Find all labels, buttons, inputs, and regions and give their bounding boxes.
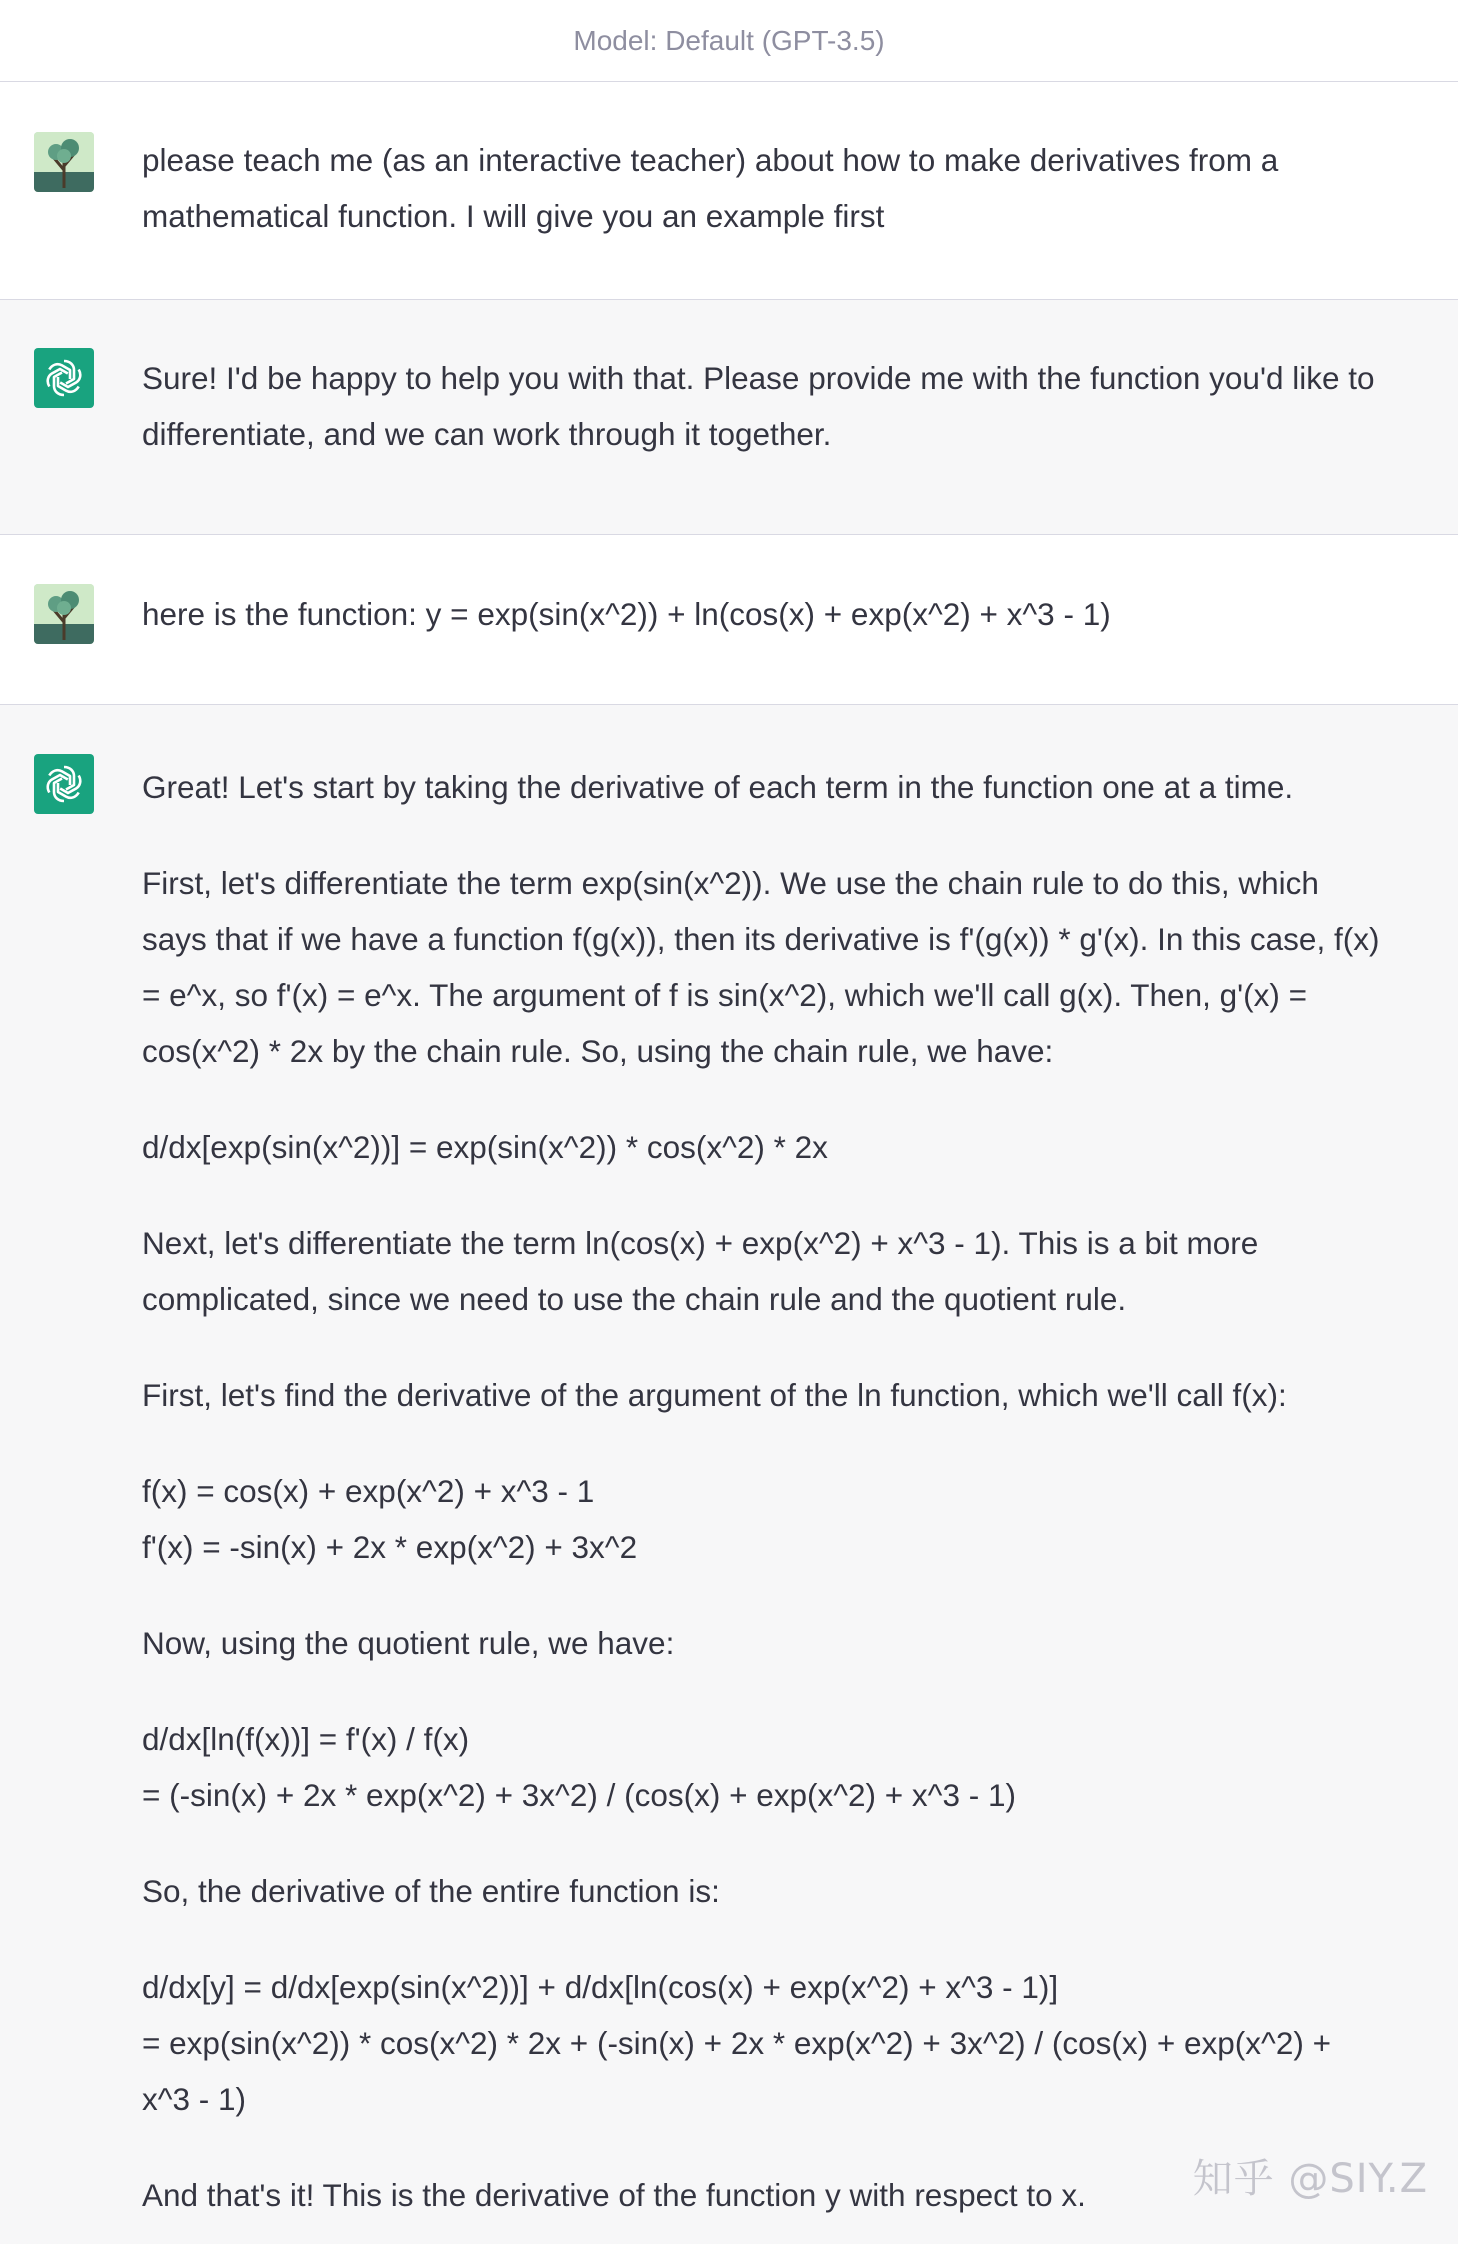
text-line: Great! Let's start by taking the derivative of each term in the function one at a time.	[142, 769, 1294, 805]
text-line: First, let's find the derivative of the argument of the ln function, which we'll call f(x):	[142, 1377, 1287, 1413]
user-message	[0, 82, 1458, 300]
text-line: So, the derivative of the entire function is:	[142, 1873, 720, 1909]
openai-logo-icon	[43, 763, 85, 805]
message-text	[142, 586, 1442, 642]
text-line: f'(x) = -sin(x) + 2x * exp(x^2) + 3x^2	[142, 1529, 638, 1565]
model-indicator	[0, 0, 1458, 82]
text-line: Sure! I'd be happy to help you with that. Please provide me with the function you'd like to	[142, 360, 1375, 396]
user-avatar	[34, 584, 94, 644]
text-line: mathematical function. I will give you an example first	[142, 198, 885, 234]
message-text	[142, 350, 1442, 462]
text-line: please teach me (as an interactive teacher) about how to make derivatives from a	[142, 142, 1279, 178]
user-avatar	[34, 132, 94, 192]
message-text	[142, 759, 1442, 2223]
watermark: 知乎 @SIY.Z	[1192, 2156, 1428, 2202]
text-line: = (-sin(x) + 2x * exp(x^2) + 3x^2) / (cos(x) + exp(x^2) + x^3 - 1)	[142, 1777, 1016, 1813]
text-line: f(x) = cos(x) + exp(x^2) + x^3 - 1	[142, 1473, 595, 1509]
text-line: Now, using the quotient rule, we have:	[142, 1625, 675, 1661]
tree-avatar-icon	[34, 584, 94, 644]
text-line: cos(x^2) * 2x by the chain rule. So, using the chain rule, we have:	[142, 1033, 1054, 1069]
text-line: x^3 - 1)	[142, 2081, 247, 2117]
text-line: d/dx[exp(sin(x^2))] = exp(sin(x^2)) * cos(x^2) * 2x	[142, 1129, 828, 1165]
assistant-message	[0, 705, 1458, 2244]
user-message	[0, 535, 1458, 705]
message-text	[142, 132, 1442, 244]
text-line: says that if we have a function f(g(x)), then its derivative is f'(g(x)) * g'(x). In this case, f(x)	[142, 921, 1380, 957]
assistant-avatar	[34, 754, 94, 814]
text-line: = exp(sin(x^2)) * cos(x^2) * 2x + (-sin(x) + 2x * exp(x^2) + 3x^2) / (cos(x) + exp(x^2) +	[142, 2025, 1331, 2061]
text-line: And that's it! This is the derivative of the function y with respect to x.	[142, 2177, 1086, 2213]
text-line: d/dx[y] = d/dx[exp(sin(x^2))] + d/dx[ln(cos(x) + exp(x^2) + x^3 - 1)]	[142, 1969, 1059, 2005]
assistant-message	[0, 300, 1458, 535]
text-line: Next, let's differentiate the term ln(cos(x) + exp(x^2) + x^3 - 1). This is a bit more	[142, 1225, 1259, 1261]
text-line: d/dx[ln(f(x))] = f'(x) / f(x)	[142, 1721, 470, 1757]
assistant-avatar	[34, 348, 94, 408]
model-label: Model: Default (GPT-3.5)	[573, 24, 885, 56]
text-line: here is the function: y = exp(sin(x^2)) + ln(cos(x) + exp(x^2) + x^3 - 1)	[142, 596, 1111, 632]
tree-avatar-icon	[34, 132, 94, 192]
text-line: = e^x, so f'(x) = e^x. The argument of f is sin(x^2), which we'll call g(x). Then, g'(x) =	[142, 977, 1308, 1013]
text-line: complicated, since we need to use the chain rule and the quotient rule.	[142, 1281, 1127, 1317]
text-line: differentiate, and we can work through it together.	[142, 416, 832, 452]
openai-logo-icon	[43, 357, 85, 399]
text-line: First, let's differentiate the term exp(sin(x^2)). We use the chain rule to do this, which	[142, 865, 1319, 901]
